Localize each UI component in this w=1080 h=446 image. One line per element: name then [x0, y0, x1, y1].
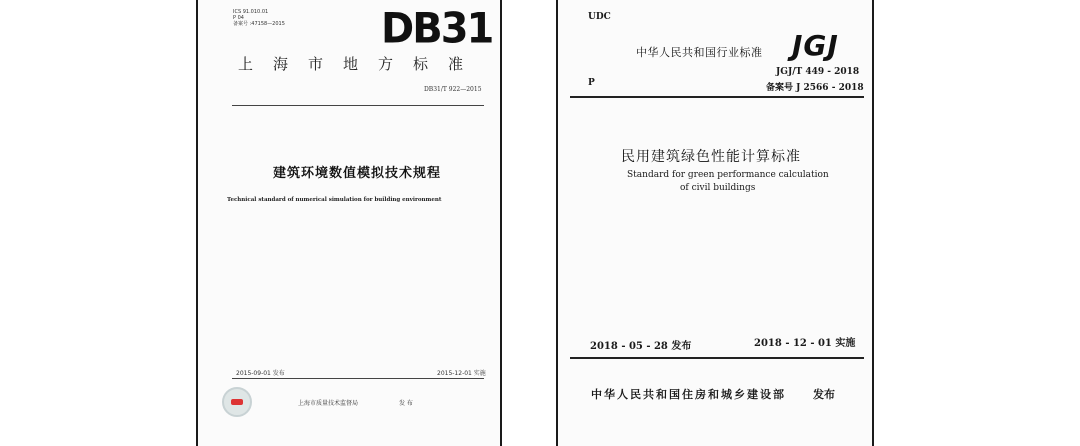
title-cn: 建筑环境数值模拟技术规程: [273, 166, 442, 181]
p-code: P: [588, 78, 595, 88]
standard-category: 中华人民共和国行业标准: [636, 46, 763, 59]
right-standard-cover: [556, 0, 874, 446]
ics-code: ICS 91.010.01: [233, 9, 269, 15]
footer-rule: [570, 357, 864, 359]
issue-label: 发布: [813, 388, 835, 401]
record-number: 备案号 J 2566 - 2018: [766, 83, 864, 93]
p-code: P 04: [233, 15, 244, 21]
db31-logo: DB31: [381, 4, 493, 54]
standard-category: 上海市地方标准: [238, 55, 484, 73]
footer-rule: [232, 378, 484, 379]
publish-date: 2018 - 05 - 28 发布: [590, 341, 692, 352]
issue-label: 发 布: [399, 400, 413, 407]
udc-code: UDC: [588, 12, 611, 22]
quality-seal-icon: [222, 387, 252, 417]
title-en: Technical standard of numerical simulation for building environment: [227, 197, 442, 203]
left-standard-cover: [196, 0, 502, 446]
publish-date: 2015-09-01 发布: [236, 370, 285, 377]
standard-number: DB31/T 922—2015: [424, 86, 482, 93]
jgj-logo: JGJ: [792, 29, 839, 62]
issuer: 上海市质量技术监督局: [298, 400, 359, 407]
implement-date: 2015-12-01 实施: [437, 370, 486, 377]
header-rule: [570, 96, 864, 98]
record-number: 备案号 :47158—2015: [233, 21, 285, 27]
title-en-line2: of civil buildings: [680, 183, 756, 193]
title-en-line1: Standard for green performance calculation: [627, 170, 829, 180]
standard-number: JGJ/T 449 - 2018: [776, 67, 860, 77]
header-rule: [232, 105, 484, 106]
title-cn: 民用建筑绿色性能计算标准: [621, 149, 801, 165]
implement-date: 2018 - 12 - 01 实施: [754, 338, 856, 349]
issuer: 中华人民共和国住房和城乡建设部: [591, 388, 786, 401]
